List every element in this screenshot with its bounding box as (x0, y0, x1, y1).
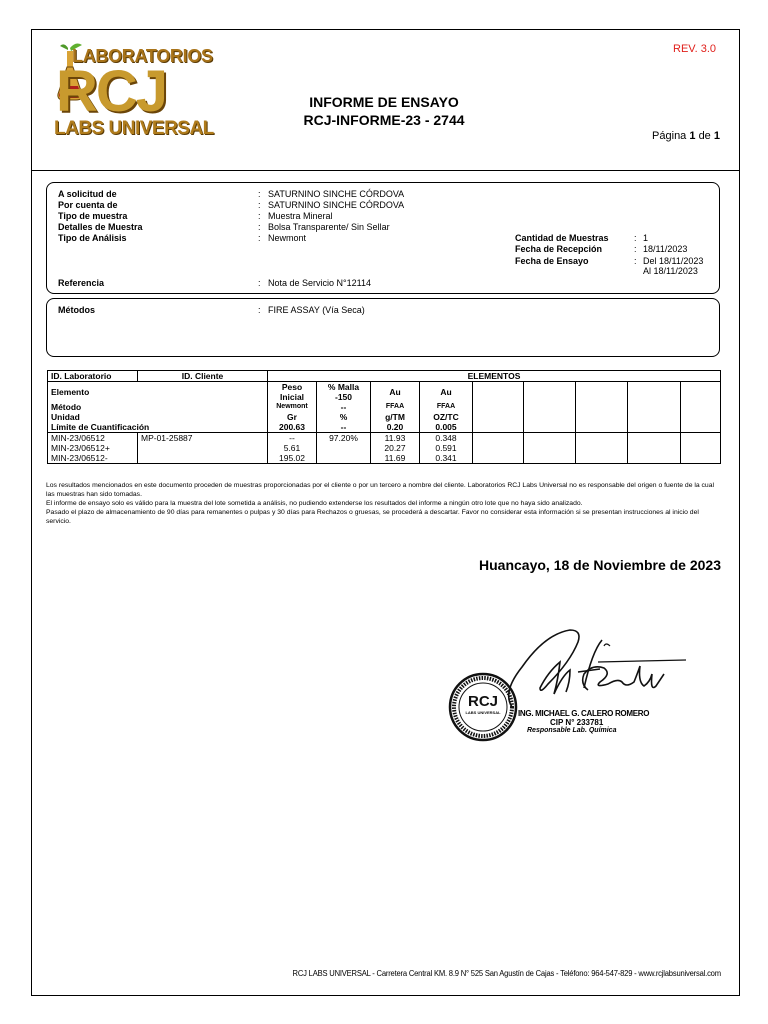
empty-col (681, 382, 721, 403)
limite-au-oz: 0.005 (420, 422, 473, 433)
cuenta-value: SATURNINO SINCHE CÓRDOVA (268, 200, 405, 210)
row2-au-oz: 0.341 (420, 453, 473, 464)
place-date: Huancayo, 18 de Noviembre de 2023 (479, 557, 721, 573)
empty-col (473, 422, 524, 433)
empty-col (473, 402, 524, 412)
empty-col (628, 422, 681, 433)
empty-col (524, 402, 576, 412)
recepcion-label: Fecha de Recepción (515, 244, 603, 254)
row2-au-g: 11.69 (371, 453, 420, 464)
logo-text-bottom: LABS UNIVERSAL (54, 118, 214, 139)
label-elemento: Elemento (48, 382, 268, 403)
empty-col (576, 402, 628, 412)
empty-col (576, 422, 628, 433)
empty-col (681, 443, 721, 453)
row1-au-oz: 0.591 (420, 443, 473, 453)
row1-malla (317, 443, 371, 453)
row-limite (48, 422, 721, 433)
metodos-value: FIRE ASSAY (Vía Seca) (268, 305, 365, 315)
detalles-colon: : (258, 222, 261, 232)
signer-cip: CIP N° 233781 (550, 718, 604, 727)
metodo-au-oz: FFAA (420, 402, 473, 412)
empty-col (524, 382, 576, 403)
empty-col (524, 422, 576, 433)
unidad-malla: % (317, 412, 371, 422)
logo-text-rcj: RCJ (56, 59, 167, 124)
page-indicator (652, 130, 720, 142)
detalles-value: Bolsa Transparente/ Sin Sellar (268, 222, 390, 232)
ensayo-colon: : (634, 256, 637, 266)
tipo-muestra-colon: : (258, 211, 261, 221)
metodo-peso: Newmont (268, 402, 317, 412)
report-title: INFORME DE ENSAYO (309, 94, 459, 110)
row0-malla: 97.20% (317, 433, 371, 444)
empty-col (524, 433, 576, 444)
col-peso-line1: Peso (281, 382, 303, 392)
metodos-label: Métodos (58, 305, 95, 315)
empty-col (681, 433, 721, 444)
table-row (48, 433, 721, 444)
table-row (48, 443, 721, 453)
empty-col (628, 412, 681, 422)
report-id: RCJ-INFORME-23 - 2744 (303, 112, 465, 128)
empty-col (681, 412, 721, 422)
page-footer: RCJ LABS UNIVERSAL - Carretera Central KM. 8.9 N° 525 San Agustín de Cajas - Teléfono: 964-547-829 - www.rcjlabsuniversal.com (292, 969, 721, 978)
recepcion-colon: : (634, 244, 637, 254)
solicitud-colon: : (258, 189, 261, 199)
ensayo-value-to: Al 18/11/2023 (643, 266, 698, 276)
row0-lab: MIN-23/06512 (48, 433, 138, 444)
empty-col (628, 433, 681, 444)
col-au-oz-header: Au (420, 382, 473, 403)
empty-col (576, 382, 628, 403)
label-unidad: Unidad (48, 412, 268, 422)
empty-col (576, 453, 628, 464)
row0-peso: -- (268, 433, 317, 444)
col-malla-line2: -150 (334, 392, 352, 402)
col-malla-header (317, 382, 371, 403)
cantidad-label: Cantidad de Muestras (515, 233, 609, 243)
tipo-analisis-colon: : (258, 233, 261, 243)
company-logo (52, 42, 224, 144)
col-peso-header (268, 382, 317, 403)
row1-lab: MIN-23/06512+ (48, 443, 138, 453)
revision-label: REV. 3.0 (673, 43, 717, 55)
row0-au-g: 11.93 (371, 433, 420, 444)
empty-col (576, 412, 628, 422)
empty-col (473, 443, 524, 453)
row1-au-g: 20.27 (371, 443, 420, 453)
signature-mark (500, 622, 690, 712)
header-divider (31, 170, 740, 171)
note-storage: Pasado el plazo de almacenamiento de 90 días para remanentes o pulpas y 30 días para Rechazos o gruesas, se procederá a descartar. Favor no considerar esta información si se presentan instrucciones al inicio del servicio. (46, 509, 699, 525)
metodo-malla: -- (317, 402, 371, 412)
page-total: 1 (713, 130, 720, 142)
metodo-au-g: FFAA (371, 402, 420, 412)
empty-col (681, 422, 721, 433)
cantidad-colon: : (634, 233, 637, 243)
solicitud-value: SATURNINO SINCHE CÓRDOVA (268, 189, 405, 199)
detalles-label: Detalles de Muestra (58, 222, 143, 232)
limite-peso: 200.63 (268, 422, 317, 433)
row1-peso: 5.61 (268, 443, 317, 453)
logo-text-top: LABORATORIOS (72, 46, 213, 66)
header-id-lab: ID. Laboratorio (48, 371, 138, 382)
row2-peso: 195.02 (268, 453, 317, 464)
note-validity: El informe de ensayo solo es válido para la muestra del lote sometida a análisis, no pudiendo extenderse los resultados del informe a ningún otro lote que no haya sido analizado. (46, 500, 583, 507)
empty-col (473, 433, 524, 444)
cuenta-colon: : (258, 200, 261, 210)
unidad-au-oz: OZ/TC (420, 412, 473, 422)
cantidad-value: 1 (643, 233, 649, 243)
row-unidad (48, 412, 721, 422)
ensayo-value-from: Del 18/11/2023 (643, 256, 704, 266)
empty-col (473, 412, 524, 422)
empty-col (628, 453, 681, 464)
metodos-colon: : (258, 305, 261, 315)
label-limite: Límite de Cuantificación (48, 422, 268, 433)
signer-name: ING. MICHAEL G. CALERO ROMERO (518, 709, 650, 718)
row-metodo (48, 402, 721, 412)
empty-col (628, 443, 681, 453)
empty-col (473, 453, 524, 464)
tipo-muestra-label: Tipo de muestra (58, 211, 128, 221)
row1-cliente (138, 443, 268, 453)
page-of: de (698, 130, 711, 142)
table-row (48, 453, 721, 464)
tipo-muestra-value: Muestra Mineral (268, 211, 333, 221)
empty-col (628, 382, 681, 403)
methods-box (46, 298, 720, 357)
header-elementos: ELEMENTOS (268, 371, 721, 382)
empty-col (473, 382, 524, 403)
page-label: Página (652, 130, 687, 142)
empty-col (681, 453, 721, 464)
referencia-colon: : (258, 278, 261, 288)
row-elemento (48, 382, 721, 403)
cuenta-label: Por cuenta de (58, 200, 118, 210)
solicitud-label: A solicitud de (58, 189, 117, 199)
header-id-cliente: ID. Cliente (138, 371, 268, 382)
empty-col (628, 402, 681, 412)
tipo-analisis-label: Tipo de Análisis (58, 233, 127, 243)
empty-col (524, 453, 576, 464)
referencia-value: Nota de Servicio N°12114 (268, 278, 371, 288)
ensayo-label: Fecha de Ensayo (515, 256, 589, 266)
row0-au-oz: 0.348 (420, 433, 473, 444)
recepcion-value: 18/11/2023 (643, 244, 688, 254)
signer-role: Responsable Lab. Química (527, 727, 617, 734)
col-au-g-header: Au (371, 382, 420, 403)
disclaimer-notes (46, 481, 722, 526)
seal-text: RCJ (467, 693, 499, 710)
limite-malla: -- (317, 422, 371, 433)
tipo-analisis-value: Newmont (268, 233, 307, 243)
empty-col (524, 412, 576, 422)
results-table (47, 370, 721, 464)
label-metodo: Método (48, 402, 268, 412)
empty-col (524, 443, 576, 453)
row0-cliente: MP-01-25887 (138, 433, 268, 444)
seal-subtext: LABS UNIVERSAL (465, 710, 501, 715)
empty-col (576, 433, 628, 444)
row2-cliente (138, 453, 268, 464)
row2-lab: MIN-23/06512- (48, 453, 138, 464)
unidad-au-g: g/TM (371, 412, 420, 422)
limite-au-g: 0.20 (371, 422, 420, 433)
table-header-row (48, 371, 721, 382)
referencia-label: Referencia (58, 278, 105, 288)
unidad-peso: Gr (268, 412, 317, 422)
col-peso-line2: Inicial (279, 392, 305, 402)
page-number: 1 (689, 130, 696, 142)
empty-col (681, 402, 721, 412)
note-origin: Los resultados mencionados en este documento proceden de muestras proporcionadas por el cliente o por un tercero a nombre del cliente. Laboratorios RCJ Labs Universal no es responsable del origen o fuente de la cual las muestras han sido tomadas. (46, 482, 715, 498)
empty-col (576, 443, 628, 453)
row2-malla (317, 453, 371, 464)
col-malla-line1: % Malla (327, 382, 360, 392)
